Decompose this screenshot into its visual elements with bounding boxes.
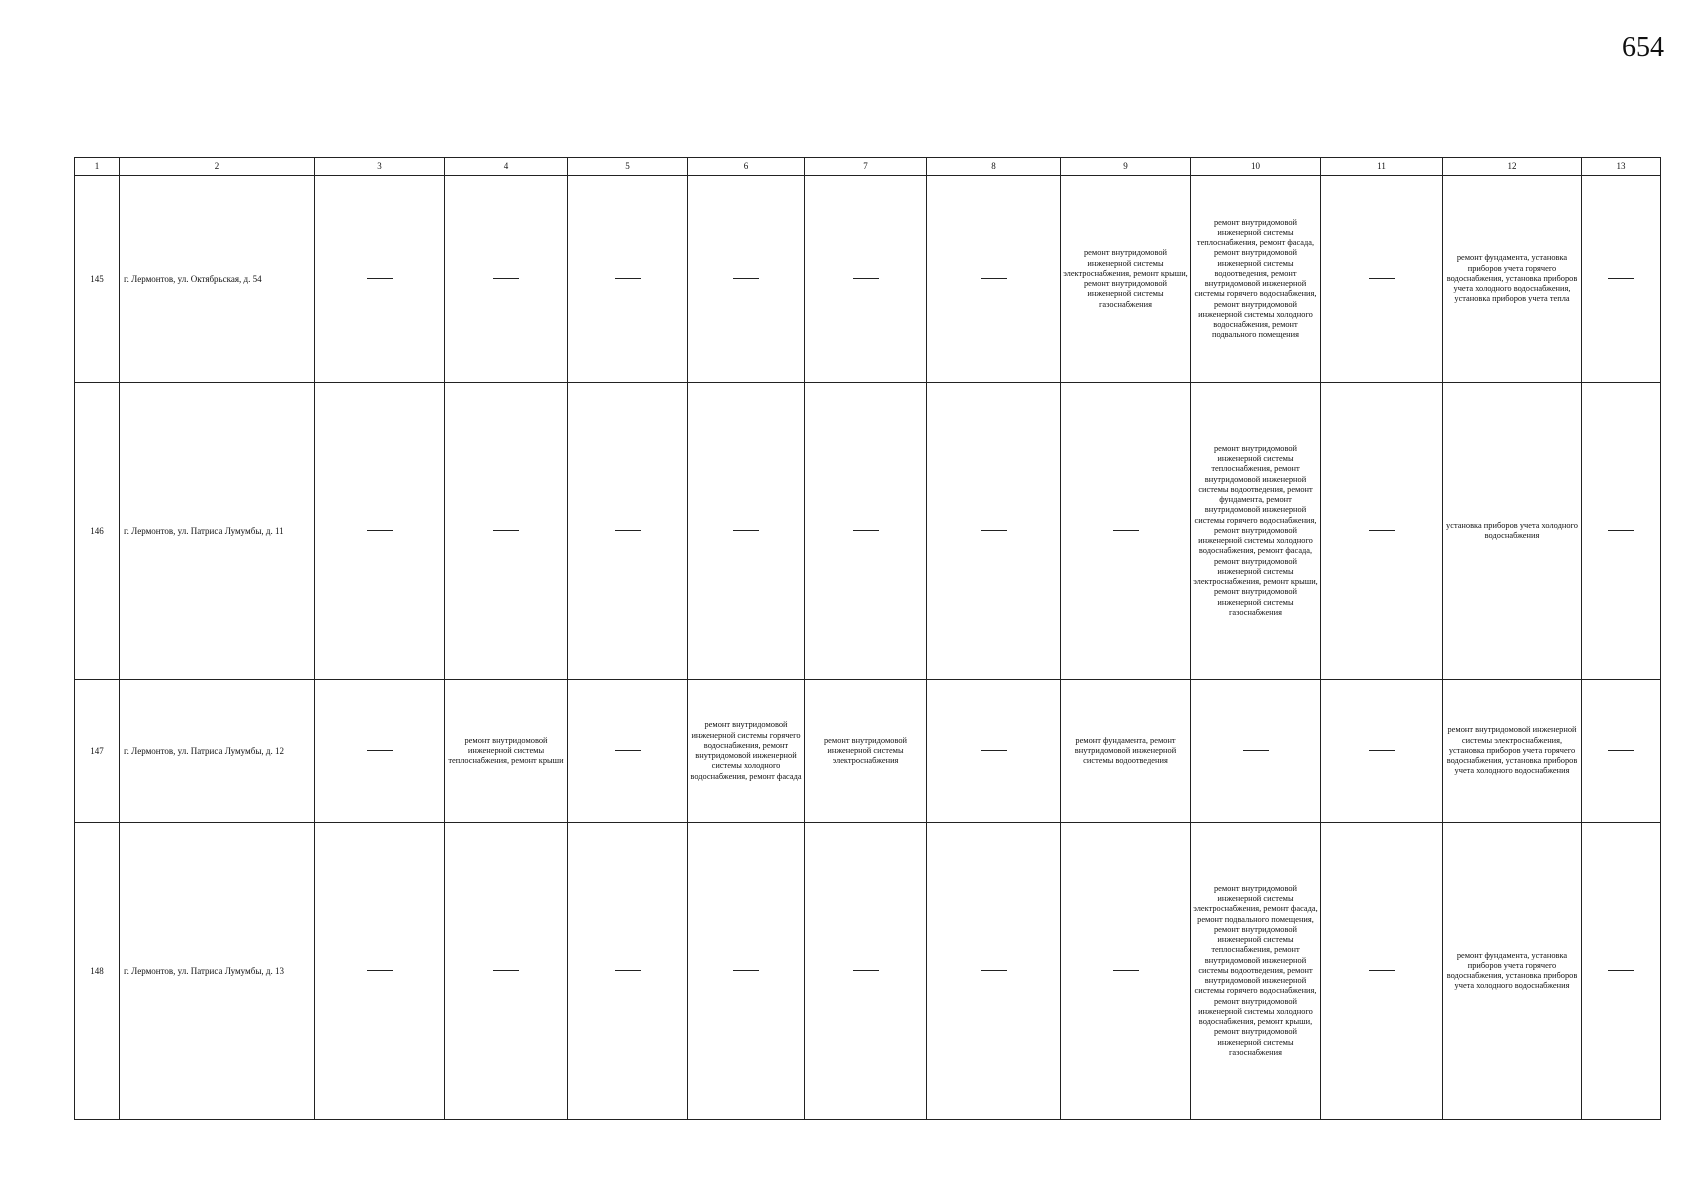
row-address: г. Лермонтов, ул. Патриса Лумумбы, д. 12 [120,680,315,823]
dash-mark [615,530,641,531]
table-row [75,383,1661,680]
dash-mark [1369,750,1395,751]
dash-mark [1369,530,1395,531]
empty-cell [1582,680,1661,823]
dash-mark [853,278,879,279]
empty-cell [927,176,1061,383]
table-row [75,823,1661,1120]
empty-cell [1191,680,1321,823]
dash-mark [981,970,1007,971]
dash-mark [615,278,641,279]
column-header: 3 [315,158,445,176]
empty-cell [1321,680,1443,823]
column-header: 13 [1582,158,1661,176]
empty-cell [445,823,568,1120]
column-header: 2 [120,158,315,176]
empty-cell [568,823,688,1120]
column-header: 8 [927,158,1061,176]
empty-cell [805,383,927,680]
empty-cell [1321,823,1443,1120]
dash-mark [1608,530,1634,531]
dash-mark [1369,278,1395,279]
empty-cell [568,176,688,383]
column-header: 12 [1443,158,1582,176]
empty-cell [688,823,805,1120]
table-header-row [75,158,1661,176]
dash-mark [367,278,393,279]
dash-mark [853,970,879,971]
dash-mark [981,278,1007,279]
dash-mark [493,278,519,279]
empty-cell [1582,176,1661,383]
column-header: 11 [1321,158,1443,176]
empty-cell [315,680,445,823]
empty-cell [1582,823,1661,1120]
dash-mark [1113,970,1139,971]
empty-cell [805,823,927,1120]
table-row [75,680,1661,823]
column-header: 6 [688,158,805,176]
dash-mark [733,278,759,279]
dash-mark [853,530,879,531]
works-col-12: ремонт фундамента, установка приборов учета горячего водоснабжения, установка приборов учета холодного водоснабжения [1443,823,1582,1120]
empty-cell [927,680,1061,823]
empty-cell [445,383,568,680]
column-header: 10 [1191,158,1321,176]
dash-mark [367,970,393,971]
empty-cell [568,383,688,680]
dash-mark [1608,970,1634,971]
works-col-12: ремонт внутридомовой инженерной системы электроснабжения, установка приборов учета горячего водоснабжения, установка приборов учета холодного водоснабжения [1443,680,1582,823]
works-col-10: ремонт внутридомовой инженерной системы теплоснабжения, ремонт фасада, ремонт внутридомовой инженерной системы водоотведения, ремонт внутридомовой инженерной системы горячего водоснабжения, ремонт внутридомовой инженерной системы холодного водоснабжения, ремонт подвального помещения [1191,176,1321,383]
row-address: г. Лермонтов, ул. Патриса Лумумбы, д. 11 [120,383,315,680]
works-col-4: ремонт внутридомовой инженерной системы теплоснабжения, ремонт крыши [445,680,568,823]
empty-cell [927,823,1061,1120]
works-col-9: ремонт фундамента, ремонт внутридомовой инженерной системы водоотведения [1061,680,1191,823]
table-row [75,176,1661,383]
column-header: 5 [568,158,688,176]
column-header: 7 [805,158,927,176]
row-number: 145 [75,176,120,383]
dash-mark [367,750,393,751]
empty-cell [688,383,805,680]
works-col-10: ремонт внутридомовой инженерной системы теплоснабжения, ремонт внутридомовой инженерной системы водоотведения, ремонт фундамента, ремонт внутридомовой инженерной системы горячего водоснабжения, ремонт внутридомовой инженерной системы холодного водоснабжения, ремонт фасада, ремонт внутридомовой инженерной системы электроснабжения, ремонт крыши, ремонт внутридомовой инженерной системы газоснабжения [1191,383,1321,680]
empty-cell [315,383,445,680]
empty-cell [1582,383,1661,680]
dash-mark [493,530,519,531]
row-address: г. Лермонтов, ул. Патриса Лумумбы, д. 13 [120,823,315,1120]
dash-mark [1608,750,1634,751]
row-number: 146 [75,383,120,680]
dash-mark [1243,750,1269,751]
dash-mark [1369,970,1395,971]
dash-mark [367,530,393,531]
works-col-7: ремонт внутридомовой инженерной системы электроснабжения [805,680,927,823]
column-header: 9 [1061,158,1191,176]
dash-mark [1113,530,1139,531]
works-col-10: ремонт внутридомовой инженерной системы электроснабжения, ремонт фасада, ремонт подвального помещения, ремонт внутридомовой инженерной системы теплоснабжения, ремонт внутридомовой инженерной системы водоотведения, ремонт внутридомовой инженерной системы горячего водоснабжения, ремонт внутридомовой инженерной системы холодного водоснабжения, ремонт крыши, ремонт внутридомовой инженерной системы газоснабжения [1191,823,1321,1120]
dash-mark [1608,278,1634,279]
works-col-9: ремонт внутридомовой инженерной системы электроснабжения, ремонт крыши, ремонт внутридомовой инженерной системы газоснабжения [1061,176,1191,383]
empty-cell [568,680,688,823]
page-number: 654 [1622,32,1664,63]
dash-mark [493,970,519,971]
empty-cell [805,176,927,383]
works-col-12: ремонт фундамента, установка приборов учета горячего водоснабжения, установка приборов учета холодного водоснабжения, установка приборов учета тепла [1443,176,1582,383]
dash-mark [615,970,641,971]
row-number: 147 [75,680,120,823]
column-header: 1 [75,158,120,176]
dash-mark [981,530,1007,531]
column-header: 4 [445,158,568,176]
empty-cell [688,176,805,383]
dash-mark [733,530,759,531]
works-col-12: установка приборов учета холодного водоснабжения [1443,383,1582,680]
row-number: 148 [75,823,120,1120]
row-address: г. Лермонтов, ул. Октябрьская, д. 54 [120,176,315,383]
empty-cell [1061,383,1191,680]
dash-mark [981,750,1007,751]
empty-cell [445,176,568,383]
empty-cell [315,176,445,383]
empty-cell [1321,383,1443,680]
empty-cell [315,823,445,1120]
empty-cell [1321,176,1443,383]
dash-mark [615,750,641,751]
empty-cell [1061,823,1191,1120]
works-col-6: ремонт внутридомовой инженерной системы горячего водоснабжения, ремонт внутридомовой инженерной системы холодного водоснабжения, ремонт фасада [688,680,805,823]
repair-schedule-table [74,157,1661,1120]
dash-mark [733,970,759,971]
empty-cell [927,383,1061,680]
